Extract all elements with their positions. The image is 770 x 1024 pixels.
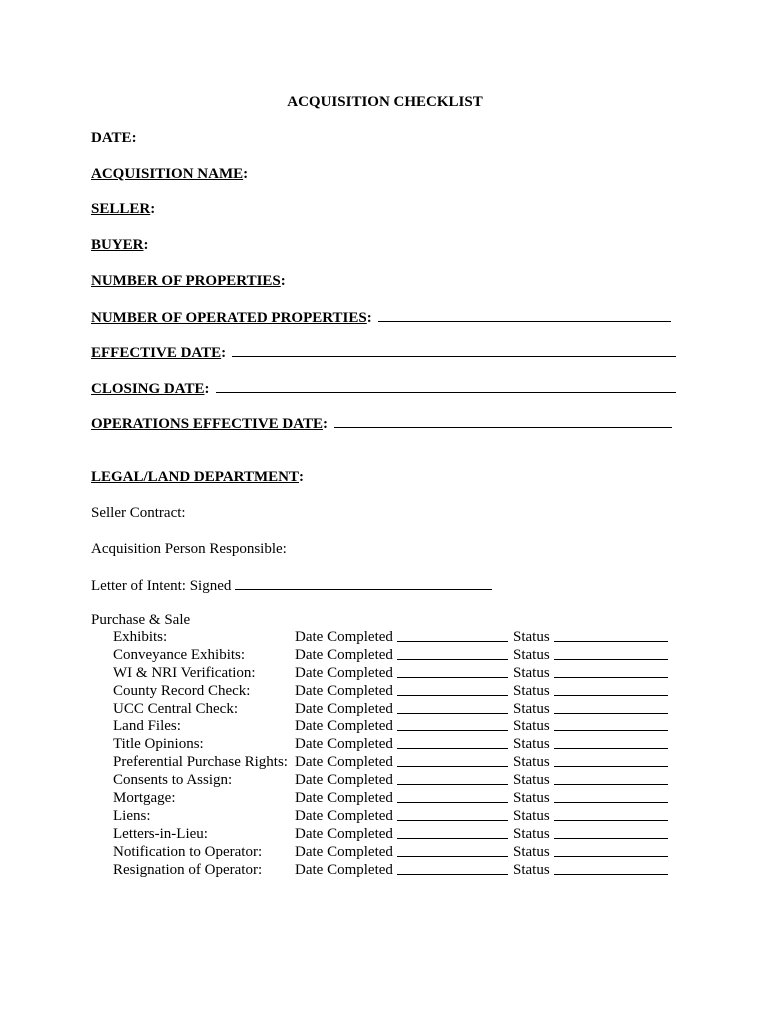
date-completed-blank[interactable] (397, 641, 508, 642)
buyer-field: BUYER : (91, 237, 149, 253)
checklist-item-label: WI & NRI Verification: (113, 664, 256, 681)
status-label: Status (513, 682, 550, 699)
date-completed-label: Date Completed (295, 825, 393, 842)
acquisition-name-label: ACQUISITION NAME (91, 166, 244, 182)
checklist-row (91, 754, 691, 772)
number-of-operated-properties-field: NUMBER OF OPERATED PROPERTIES : (91, 308, 681, 326)
page-title: ACQUISITION CHECKLIST (287, 94, 483, 110)
legal-land-section-heading: LEGAL/LAND DEPARTMENT : (91, 469, 304, 485)
date-completed-blank[interactable] (397, 874, 508, 875)
effective-date-blank[interactable] (232, 343, 676, 357)
status-blank[interactable] (554, 641, 668, 642)
effective-date-label: EFFECTIVE DATE (91, 345, 222, 361)
date-completed-label: Date Completed (295, 664, 393, 681)
operations-effective-date-blank[interactable] (334, 414, 672, 428)
closing-date-label: CLOSING DATE (91, 381, 205, 397)
checklist-item-label: UCC Central Check: (113, 700, 238, 717)
status-blank[interactable] (554, 677, 668, 678)
date-completed-label: Date Completed (295, 790, 393, 807)
date-completed-blank[interactable] (397, 659, 508, 660)
checklist-item-label: Letters-in-Lieu: (113, 825, 208, 842)
status-blank[interactable] (554, 659, 668, 660)
checklist-row (91, 701, 691, 719)
buyer-label: BUYER (91, 237, 144, 253)
status-blank[interactable] (554, 713, 668, 714)
checklist-row (91, 736, 691, 754)
checklist-item-label: Liens: (113, 807, 151, 824)
checklist-item-label: Exhibits: (113, 629, 168, 645)
date-completed-blank[interactable] (397, 856, 508, 857)
purchase-sale-heading: Purchase & Sale (91, 612, 191, 628)
checklist-row (91, 772, 691, 790)
date-completed-label: Date Completed (295, 682, 393, 699)
checklist-rows (91, 629, 691, 879)
date-completed-blank[interactable] (397, 713, 508, 714)
date-field: DATE : (91, 130, 137, 146)
seller-field: SELLER : (91, 201, 156, 217)
date-completed-blank[interactable] (397, 677, 508, 678)
number-of-operated-properties-blank[interactable] (378, 308, 671, 322)
checklist-row (91, 826, 691, 844)
checklist-item-label: County Record Check: (113, 682, 251, 699)
status-blank[interactable] (554, 748, 668, 749)
checklist-item-label: Land Files: (113, 718, 181, 735)
closing-date-field: CLOSING DATE : (91, 379, 681, 397)
section-heading-label: LEGAL/LAND DEPARTMENT (91, 469, 299, 485)
acquisition-name-field: ACQUISITION NAME : (91, 166, 249, 182)
status-label: Status (513, 700, 550, 717)
checklist-row (91, 647, 691, 665)
checklist-item-label: Resignation of Operator: (113, 861, 263, 878)
letter-of-intent-line (91, 576, 492, 595)
date-completed-blank[interactable] (397, 748, 508, 749)
seller-label: SELLER (91, 201, 151, 217)
status-label: Status (513, 825, 550, 842)
status-label: Status (513, 754, 550, 771)
checklist-item-label: Title Opinions: (113, 736, 204, 753)
date-completed-label: Date Completed (295, 754, 393, 771)
checklist-item-label: Mortgage: (113, 790, 176, 807)
letter-of-intent-blank[interactable] (235, 576, 492, 590)
number-of-properties-field: NUMBER OF PROPERTIES : (91, 273, 286, 289)
date-completed-blank[interactable] (397, 766, 508, 767)
status-label: Status (513, 629, 550, 645)
status-label: Status (513, 790, 550, 807)
status-blank[interactable] (554, 784, 668, 785)
status-label: Status (513, 718, 550, 735)
checklist-row (91, 665, 691, 683)
checklist-row (91, 629, 691, 647)
date-completed-label: Date Completed (295, 736, 393, 753)
date-completed-label: Date Completed (295, 718, 393, 735)
letter-of-intent-label: Letter of Intent: Signed (91, 578, 232, 594)
status-label: Status (513, 861, 550, 878)
status-label: Status (513, 843, 550, 860)
status-blank[interactable] (554, 874, 668, 875)
date-completed-blank[interactable] (397, 838, 508, 839)
date-label: DATE (91, 130, 132, 146)
date-completed-label: Date Completed (295, 629, 393, 645)
status-blank[interactable] (554, 820, 668, 821)
status-blank[interactable] (554, 838, 668, 839)
checklist-row (91, 808, 691, 826)
date-completed-label: Date Completed (295, 772, 393, 789)
date-completed-label: Date Completed (295, 807, 393, 824)
effective-date-field: EFFECTIVE DATE : (91, 343, 681, 361)
date-completed-label: Date Completed (295, 861, 393, 878)
seller-contract-line: Seller Contract: (91, 505, 186, 521)
checklist-row (91, 718, 691, 736)
checklist-row (91, 683, 691, 701)
status-blank[interactable] (554, 856, 668, 857)
operations-effective-date-label: OPERATIONS EFFECTIVE DATE (91, 416, 323, 432)
status-blank[interactable] (554, 695, 668, 696)
status-label: Status (513, 664, 550, 681)
date-completed-blank[interactable] (397, 802, 508, 803)
checklist-item-label: Notification to Operator: (113, 843, 263, 860)
status-blank[interactable] (554, 766, 668, 767)
checklist-row (91, 862, 691, 880)
date-completed-blank[interactable] (397, 730, 508, 731)
date-completed-blank[interactable] (397, 784, 508, 785)
date-completed-label: Date Completed (295, 843, 393, 860)
date-completed-blank[interactable] (397, 695, 508, 696)
status-blank[interactable] (554, 802, 668, 803)
checklist-row (91, 790, 691, 808)
date-completed-blank[interactable] (397, 820, 508, 821)
date-completed-label: Date Completed (295, 646, 393, 663)
checklist-item-label: Conveyance Exhibits: (113, 646, 246, 663)
closing-date-blank[interactable] (216, 379, 676, 393)
status-label: Status (513, 772, 550, 789)
status-label: Status (513, 646, 550, 663)
number-of-properties-label: NUMBER OF PROPERTIES (91, 273, 281, 289)
status-label: Status (513, 736, 550, 753)
date-completed-label: Date Completed (295, 700, 393, 717)
operations-effective-date-field: OPERATIONS EFFECTIVE DATE : (91, 414, 681, 432)
checklist-item-label: Preferential Purchase Rights: (113, 754, 288, 771)
status-blank[interactable] (554, 730, 668, 731)
number-of-operated-properties-label: NUMBER OF OPERATED PROPERTIES (91, 310, 367, 326)
checklist-row (91, 844, 691, 862)
acquisition-person-line: Acquisition Person Responsible: (91, 541, 287, 557)
status-label: Status (513, 807, 550, 824)
checklist-item-label: Consents to Assign: (113, 772, 233, 789)
